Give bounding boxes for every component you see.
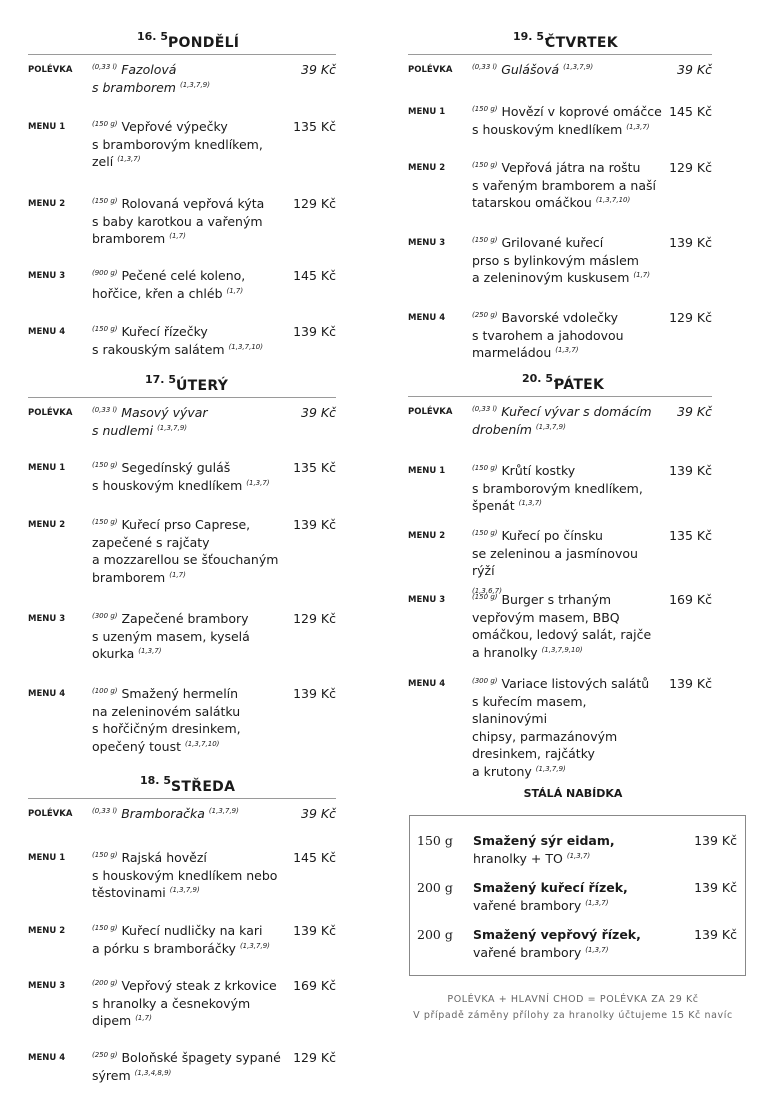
dish-line: dresinkem, rajčátky [472,746,595,761]
day-name: PÁTEK [554,377,605,393]
dish-weight: (150 g) [92,461,118,469]
dish-allergens: (1,3,7,9) [157,423,188,432]
dish-line: Variace listových salátů [501,676,650,691]
dish-allergens: (1,7) [226,286,244,295]
dish-line: Vepřové výpečky [121,119,228,134]
dish-description [472,675,662,780]
offer-name: Smažený kuřecí řízek, [473,880,628,895]
dish-weight: (0,33 l) [92,406,118,414]
dish-description [92,61,282,96]
dish-weight: (150 g) [472,105,498,113]
dish-line: těstovinami [92,885,166,900]
dish-price: 129 Kč [669,310,712,325]
item-label: MENU 1 [28,853,66,863]
day-block-thursday [408,30,712,360]
soup-combo-note: POLÉVKA + HLAVNÍ CHOD = POLÉVKA ZA 29 Kč [447,994,699,1005]
dish-weight: (150 g) [92,120,118,128]
dish-line: s rakouským salátem [92,341,225,357]
item-label: POLÉVKA [28,65,73,75]
dish-price: 145 Kč [669,104,712,119]
item-label: MENU 4 [28,689,66,699]
dish-price: 139 Kč [669,235,712,250]
dish-description [92,516,282,586]
dish-description [472,103,662,138]
dish-weight: (0,33 l) [472,63,498,71]
dish-description [92,118,282,171]
offer-description [473,926,683,961]
item-label: MENU 3 [28,981,66,991]
dish-line: s kuřecím masem, slaninovými [472,693,587,726]
dish-line: hořčice, křen a chléb [92,285,223,301]
dish-allergens: (1,3,7,9) [535,422,566,431]
dish-description [92,404,282,439]
item-label: MENU 3 [408,595,446,605]
dish-line: Pečené celé koleno, [121,268,246,283]
dish-allergens: (1,3,7,9) [563,63,594,71]
dish-weight: (150 g) [472,236,498,244]
item-label: MENU 3 [28,271,66,281]
dish-line: s bramborovým knedlíkem, [472,480,643,496]
dish-description [92,267,282,302]
offer-weight: 150 g [417,833,453,848]
dish-line: okurka [92,646,135,661]
dish-allergens: (1,3,7) [518,499,542,507]
item-label: MENU 1 [28,122,66,132]
dish-line: špenát [472,498,515,513]
dish-description [92,610,282,663]
dish-allergens: (1,3,7) [138,647,162,655]
dish-line: Bavorské vdolečky [501,310,619,325]
dish-weight: (150 g) [92,851,118,859]
dish-line: s nudlemi [92,422,154,438]
dish-price: 139 Kč [293,923,336,938]
dish-description [472,309,662,362]
day-name: STŘEDA [171,779,236,795]
dish-weight: (150 g) [472,161,498,169]
item-label: MENU 2 [28,926,66,936]
dish-line: Kuřecí řízečky [121,324,208,339]
dish-price: 39 Kč [677,62,712,77]
day-block-wednesday [28,774,336,1083]
dish-allergens: (1,3,7,9) [535,764,566,773]
dish-weight: (150 g) [92,197,118,205]
dish-price: 129 Kč [293,1050,336,1065]
item-label: MENU 2 [28,199,66,209]
offer-side: vařené brambory [473,944,582,960]
item-label: POLÉVKA [28,408,73,418]
dish-weight: (150 g) [92,325,118,333]
dish-line: a pórku s bramboráčky [92,940,236,956]
dish-line: opečený toust [92,738,182,754]
dish-line: a mozzarellou se šťouchaným [92,552,279,567]
dish-description [92,459,282,494]
dish-weight: (0,33 l) [92,807,118,815]
day-date: 19. 5. [513,30,549,43]
item-label: MENU 1 [408,466,446,476]
dish-allergens: (1,3,6,7) [472,586,502,595]
item-label: POLÉVKA [408,407,453,417]
dish-line: vepřovým masem, BBQ [472,609,620,625]
dish-line: Masový vývar [121,405,208,420]
dish-description [472,403,662,438]
day-header [408,30,712,55]
dish-description [472,527,662,600]
dish-weight: (300 g) [472,677,498,685]
dish-description [472,159,662,212]
dish-line: Kuřecí prso Caprese, [121,517,251,532]
dish-line: Boloňské špagety sypané [121,1050,281,1065]
dish-allergens: (1,3,7) [626,122,650,131]
offer-description [473,879,683,914]
dish-line: drobením [472,421,532,437]
dish-line: s houskovým knedlíkem nebo [92,867,278,883]
item-label: MENU 3 [408,238,446,248]
dish-line: bramborem [92,231,166,246]
dish-allergens: (1,3,7,9) [239,941,270,950]
dish-allergens: (1,3,7,9) [169,886,200,894]
dish-line: bramborem [92,569,166,585]
permanent-offer-box [409,815,746,976]
dish-price: 135 Kč [293,460,336,475]
dish-allergens: (1,3,7,9) [208,807,239,815]
dish-allergens: (1,7) [169,232,186,240]
dish-weight: (150 g) [472,529,498,537]
dish-weight: (250 g) [472,311,498,319]
dish-line: se zeleninou a jasmínovou rýží [472,545,638,578]
dish-description [472,462,662,515]
dish-weight: (150 g) [92,518,118,526]
dish-line: Krůtí kostky [501,463,576,478]
dish-allergens: (1,3,7) [246,478,270,487]
dish-description [92,805,282,823]
dish-weight: (0,33 l) [472,405,498,413]
dish-line: prso s bylinkovým máslem [472,252,639,268]
dish-line: a zeleninovým kuskusem [472,270,630,285]
dish-line: s vařeným bramborem a naší [472,177,656,193]
dish-weight: (150 g) [472,464,498,472]
dish-weight: (250 g) [92,1051,118,1059]
dish-allergens: (1,3,4,8,9) [134,1068,172,1077]
dish-description [92,323,282,358]
dish-price: 39 Kč [301,405,336,420]
item-label: MENU 1 [28,463,66,473]
dish-line: s houskovým knedlíkem [92,477,243,493]
dish-description [472,591,662,661]
dish-line: zapečené s rajčaty [92,534,210,550]
dish-weight: (0,33 l) [92,63,118,71]
dish-line: tatarskou omáčkou [472,195,592,210]
day-date: 17. 5. [145,373,181,386]
dish-line: s baby karotkou a vařeným [92,213,263,229]
dish-line: marmeládou [472,345,552,360]
dish-line: Fazolová [121,62,177,77]
item-label: MENU 4 [408,679,446,689]
dish-price: 135 Kč [669,528,712,543]
item-label: MENU 4 [408,313,446,323]
dish-line: s houskovým knedlíkem [472,121,623,137]
item-label: MENU 4 [28,1053,66,1063]
dish-allergens: (1,3,7) [555,346,579,354]
dish-line: s hranolky a česnekovým [92,995,251,1011]
dish-price: 139 Kč [293,517,336,532]
dish-weight: (300 g) [92,612,118,620]
dish-line: Zapečené brambory [121,611,249,626]
dish-description [92,1049,282,1084]
dish-line: s tvarohem a jahodovou [472,327,624,343]
dish-line: Kuřecí vývar s domácím [501,404,652,419]
day-name: ČTVRTEK [545,35,618,51]
dish-line: a hranolky [472,644,538,660]
dish-line: Vepřová játra na roštu [501,160,641,175]
day-name: ÚTERÝ [176,378,229,394]
item-label: MENU 1 [408,107,446,117]
item-label: MENU 2 [28,520,66,530]
dish-price: 39 Kč [677,404,712,419]
day-block-tuesday [28,373,336,754]
dish-price: 129 Kč [293,196,336,211]
dish-weight: (900 g) [92,269,118,277]
dish-line: Rajská hovězí [121,850,207,865]
item-label: MENU 2 [408,531,446,541]
dish-price: 139 Kč [669,463,712,478]
dish-line: Gulášová [501,62,560,77]
offer-allergens: (1,3,7) [585,945,609,954]
dish-line: dipem [92,1013,132,1028]
dish-allergens: (1,3,7,9) [179,80,210,89]
dish-line: na zeleninovém salátku [92,703,241,719]
item-label: POLÉVKA [408,65,453,75]
dish-line: sýrem [92,1067,131,1083]
item-label: MENU 3 [28,614,66,624]
dish-line: Kuřecí po čínsku [501,528,603,543]
dish-line: Kuřecí nudličky na kari [121,923,263,938]
dish-price: 129 Kč [293,611,336,626]
dish-line: s uzeným masem, kyselá [92,628,250,644]
offer-allergens: (1,3,7) [566,851,591,860]
day-name: PONDĚLÍ [168,35,240,51]
dish-line: Bramboračka [121,806,205,821]
dish-allergens: (1,7) [135,1014,152,1022]
dish-description [92,922,282,957]
dish-line: a krutony [472,763,532,779]
dish-weight: (200 g) [92,979,118,987]
dish-price: 139 Kč [293,324,336,339]
dish-price: 169 Kč [293,978,336,993]
dish-allergens: (1,7) [633,271,650,279]
dish-price: 145 Kč [293,268,336,283]
offer-side: hranolky + TO [473,850,563,866]
dish-price: 135 Kč [293,119,336,134]
dish-description [92,849,282,902]
day-block-friday [408,372,712,779]
dish-line: s bramborovým knedlíkem, [92,136,263,152]
dish-line: zelí [92,154,114,169]
dish-price: 39 Kč [301,806,336,821]
dish-line: s hořčičným dresinkem, [92,721,241,736]
offer-name: Smažený sýr eidam, [473,833,615,848]
dish-price: 169 Kč [669,592,712,607]
day-header [408,372,712,397]
offer-name: Smažený vepřový řízek, [473,927,641,942]
dish-description [472,234,662,287]
dish-price: 145 Kč [293,850,336,865]
dish-allergens: (1,7) [169,570,186,579]
dish-description [92,195,282,248]
dish-weight: (150 g) [92,924,118,932]
dish-allergens: (1,3,7,10) [228,342,263,351]
dish-line: Vepřový steak z krkovice [121,978,277,993]
dish-price: 139 Kč [669,676,712,691]
dish-allergens: (1,3,7,10) [185,739,220,748]
dish-line: Hovězí v koprové omáčce [501,104,662,119]
dish-line: Smažený hermelín [121,686,239,701]
offer-price: 139 Kč [694,927,737,942]
offer-price: 139 Kč [694,880,737,895]
offer-price: 139 Kč [694,833,737,848]
dish-price: 129 Kč [669,160,712,175]
day-header [28,373,336,398]
day-header [28,774,336,799]
offer-allergens: (1,3,7) [585,898,609,907]
dish-allergens: (1,3,7) [117,155,141,163]
dish-line: Segedínský guláš [121,460,231,475]
dish-line: omáčkou, ledový salát, rajče [472,627,652,642]
dish-weight: (100 g) [92,687,118,695]
offer-side: vařené brambory [473,897,582,913]
day-date: 18. 5. [140,774,176,787]
day-header [28,30,336,55]
day-date: 16. 5. [137,30,173,43]
dish-description [92,977,282,1030]
item-label: MENU 4 [28,327,66,337]
dish-description [472,61,662,79]
offer-weight: 200 g [417,927,453,942]
day-block-monday [28,30,336,357]
item-label: MENU 2 [408,163,446,173]
offer-weight: 200 g [417,880,453,895]
item-label: POLÉVKA [28,809,73,819]
dish-line: Grilované kuřecí [501,235,604,250]
dish-allergens: (1,3,7,9,10) [541,645,583,654]
dish-weight: (150 g) [472,593,498,601]
fries-surcharge-note: V případě záměny přílohy za hranolky účtujeme 15 Kč navíc [413,1010,733,1021]
dish-description [92,685,282,755]
dish-price: 39 Kč [301,62,336,77]
dish-allergens: (1,3,7,10) [595,196,631,204]
dish-line: Rolovaná vepřová kýta [121,196,265,211]
dish-price: 139 Kč [293,686,336,701]
dish-line: s bramborem [92,79,176,95]
dish-line: chipsy, parmazánovým [472,728,618,744]
dish-line: Burger s trhaným [501,592,612,607]
day-date: 20. 5. [522,372,558,385]
permanent-offer-title: STÁLÁ NABÍDKA [523,787,623,800]
offer-description [473,832,683,867]
